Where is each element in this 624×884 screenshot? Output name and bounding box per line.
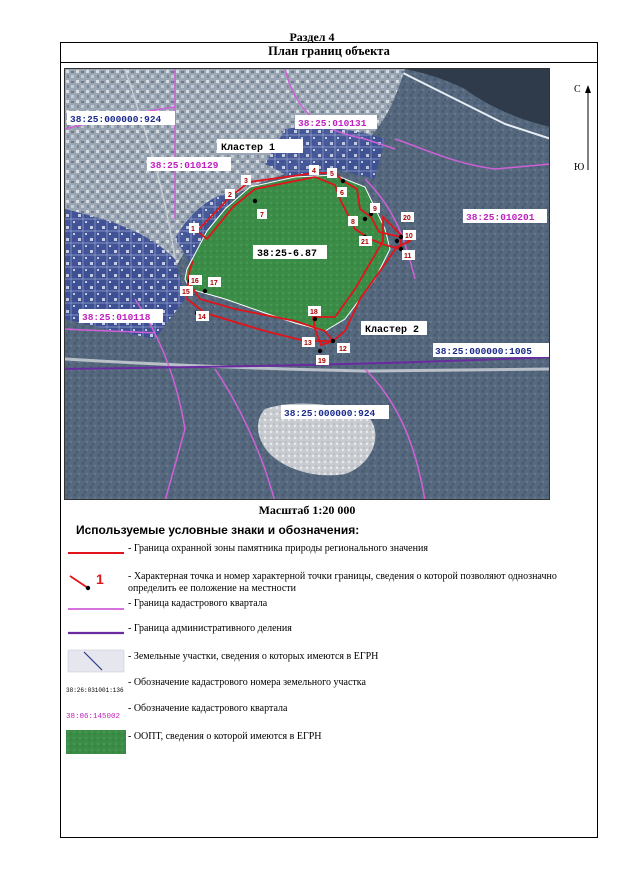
- point-label-18: [308, 306, 321, 316]
- legend-item-admin-border: - Граница административного деления: [128, 623, 292, 634]
- legend-parcel-number-symbol: [66, 682, 128, 696]
- svg-text:38:25:010118: 38:25:010118: [82, 312, 151, 323]
- point-label-10: [403, 230, 416, 240]
- point-label-19: [316, 355, 329, 365]
- parcels-north: [265, 127, 385, 179]
- svg-text:38:25:000000:924: 38:25:000000:924: [70, 114, 162, 125]
- point-label-13: [302, 337, 315, 347]
- legend-item-protect-zone: - Граница охранной зоны памятника природы регионального значения: [128, 543, 428, 554]
- point-label-21: [359, 236, 372, 246]
- legend-item-parcel: - Земельные участки, сведения о которых имеются в ЕГРН: [128, 651, 379, 662]
- quarter-label-1005: [433, 343, 549, 357]
- svg-text:1: 1: [191, 226, 195, 233]
- legend-item-parcel-number: - Обозначение кадастрового номера земельного участка: [128, 677, 366, 688]
- svg-text:38:25:000000:924: 38:25:000000:924: [284, 408, 376, 419]
- svg-text:2: 2: [228, 192, 232, 199]
- object-label: [253, 245, 327, 260]
- svg-text:38:06:145002: 38:06:145002: [66, 713, 121, 721]
- svg-text:11: 11: [404, 253, 412, 260]
- point-label-7: [257, 209, 267, 219]
- point-label-8: [348, 216, 358, 226]
- svg-text:38:25:010201: 38:25:010201: [466, 212, 535, 223]
- svg-text:3: 3: [244, 178, 248, 185]
- svg-text:Кластер 2: Кластер 2: [365, 325, 420, 336]
- map-canvas: [65, 69, 550, 500]
- cluster-label-2: [361, 321, 427, 336]
- svg-text:9: 9: [373, 206, 377, 213]
- svg-text:14: 14: [198, 314, 206, 321]
- svg-text:21: 21: [361, 239, 369, 246]
- svg-text:8: 8: [351, 219, 355, 226]
- svg-text:13: 13: [304, 340, 312, 347]
- svg-text:38:25:010131: 38:25:010131: [298, 118, 367, 129]
- point-label-11: [402, 250, 415, 260]
- svg-text:Кластер 1: Кластер 1: [221, 143, 276, 154]
- legend-admin-border-symbol: [66, 626, 128, 640]
- svg-text:38:26:031001:136: 38:26:031001:136: [66, 687, 124, 694]
- cluster-label-1: [217, 139, 303, 154]
- point-label-16: [189, 275, 202, 285]
- plan-title: План границ объекта: [268, 44, 390, 58]
- legend-item-point: - Характерная точка и номер характерной точки границы, сведения о которой позволяют однозначно определить ее положение на местности: [128, 571, 557, 594]
- quarter-label-010118: [79, 309, 163, 323]
- scale-label: Масштаб 1:20 000: [258, 503, 356, 517]
- legend-item-oopt: - ООПТ, сведения о которой имеются в ЕГРН: [128, 731, 322, 742]
- point-label-17: [208, 277, 221, 287]
- svg-text:20: 20: [403, 215, 411, 222]
- point-label-4: [309, 165, 319, 175]
- svg-text:15: 15: [182, 289, 190, 296]
- svg-text:38:25:010129: 38:25:010129: [150, 160, 219, 171]
- svg-text:10: 10: [405, 233, 413, 240]
- quarter-label-010129: [147, 157, 231, 171]
- svg-text:4: 4: [312, 168, 316, 175]
- legend-protect-zone-symbol: [66, 546, 128, 560]
- svg-text:6: 6: [340, 190, 344, 197]
- point-label-1: [189, 223, 199, 233]
- quarter-label-010131: [295, 115, 377, 129]
- compass-south-label: Ю: [574, 162, 585, 173]
- point-label-9: [370, 203, 380, 213]
- svg-text:38:25:000000:1005: 38:25:000000:1005: [435, 346, 532, 357]
- point-label-2: [225, 189, 235, 199]
- legend-quarter-border-symbol: [66, 602, 128, 616]
- point-label-5: [327, 168, 337, 178]
- point-label-20: [401, 212, 414, 222]
- legend-parcel-symbol: [66, 648, 128, 674]
- section-title: Раздел 4: [289, 30, 335, 44]
- north-arrow: [566, 82, 606, 182]
- svg-text:19: 19: [318, 358, 326, 365]
- quarter-label-924-bottom: [281, 405, 389, 419]
- svg-text:38:25-6.87: 38:25-6.87: [257, 249, 318, 260]
- quarter-label-924-top: [67, 111, 175, 125]
- point-label-12: [337, 343, 350, 353]
- legend-quarter-number-symbol: [66, 708, 128, 722]
- svg-text:17: 17: [210, 280, 218, 287]
- svg-text:5: 5: [330, 171, 334, 178]
- legend-point-symbol: [66, 570, 128, 596]
- legend-oopt-symbol: [66, 730, 128, 756]
- compass-arrow-icon: [566, 82, 606, 182]
- point-label-14: [196, 311, 209, 321]
- point-label-3: [241, 175, 251, 185]
- svg-text:7: 7: [260, 212, 264, 219]
- title-divider: [61, 62, 597, 63]
- legend-title: Используемые условные знаки и обозначения:: [76, 523, 360, 537]
- svg-text:1: 1: [96, 571, 104, 587]
- map-view[interactable]: [64, 68, 550, 500]
- svg-text:18: 18: [310, 309, 318, 316]
- svg-text:16: 16: [191, 278, 199, 285]
- svg-text:12: 12: [339, 346, 347, 353]
- quarter-label-010201: [463, 209, 547, 223]
- compass-north-label: С: [574, 84, 581, 95]
- legend-item-quarter-border: - Граница кадастрового квартала: [128, 598, 268, 609]
- point-label-6: [337, 187, 347, 197]
- point-label-15: [180, 286, 193, 296]
- legend-item-quarter-number: - Обозначение кадастрового квартала: [128, 703, 288, 714]
